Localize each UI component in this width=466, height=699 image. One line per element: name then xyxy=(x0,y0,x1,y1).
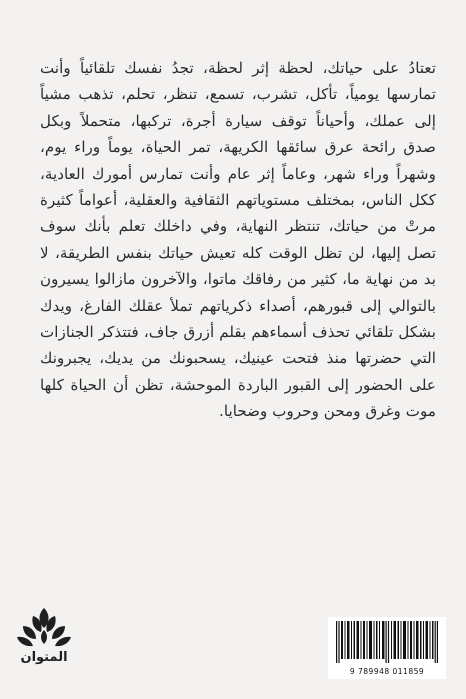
barcode-bars xyxy=(336,621,438,663)
back-cover-blurb: تعتادُ على حياتك، لحظة إثر لحظة، تجدُ نفسك تلقائياً وأنت تمارسها يومياً، تأكل، تشرب، تسمع، تنظر، تحلم، تذهب مشياً إلى عملك، وأحياناً توقف سيارة أجرة، تركبها، متحملاً وبكل صدق رائحة عرق سائقها الكريهة، تمر الحياة، يوماً وراء يوم، وشهراً وراء شهر، وعاماً إثر عام وأنت تمارس أمورك العادية، ككل الناس، بمختلف مستوياتهم الثقافية والعقلية، أعواماً كثيرة مرتْ من حياتك، تنتظر النهاية، وفي داخلك تعلم بأنك سوف تصل إليها، لن تظل الوقت كله تعيش حياتك بنفس الطريقة، لا بد من نهاية ما، كثير من رفاقك ماتوا، والآخرون مازالوا يسيرون بالتوالي إلى قبورهم، أصداء ذكرياتهم تملأ عقلك الفارغ، ويدك بشكل تلقائي تحذف أسماءهم بقلم أزرق جاف، فتتذكر الجنازات التي حضرتها منذ فتحت عينيك، يسحبونك من يديك، يجبرونك على الحضور إلى القبور الباردة الموحشة، تظن أن الحياة كلها موت وغرق ومحن وحروب وضحايا. xyxy=(40,59,436,421)
stacked-petals-logo-icon xyxy=(14,606,74,650)
publisher-logo xyxy=(14,606,74,666)
isbn-barcode xyxy=(328,617,446,679)
publisher-name: المتوان xyxy=(20,650,68,665)
isbn-number: 9 789948 011859 xyxy=(349,667,425,676)
